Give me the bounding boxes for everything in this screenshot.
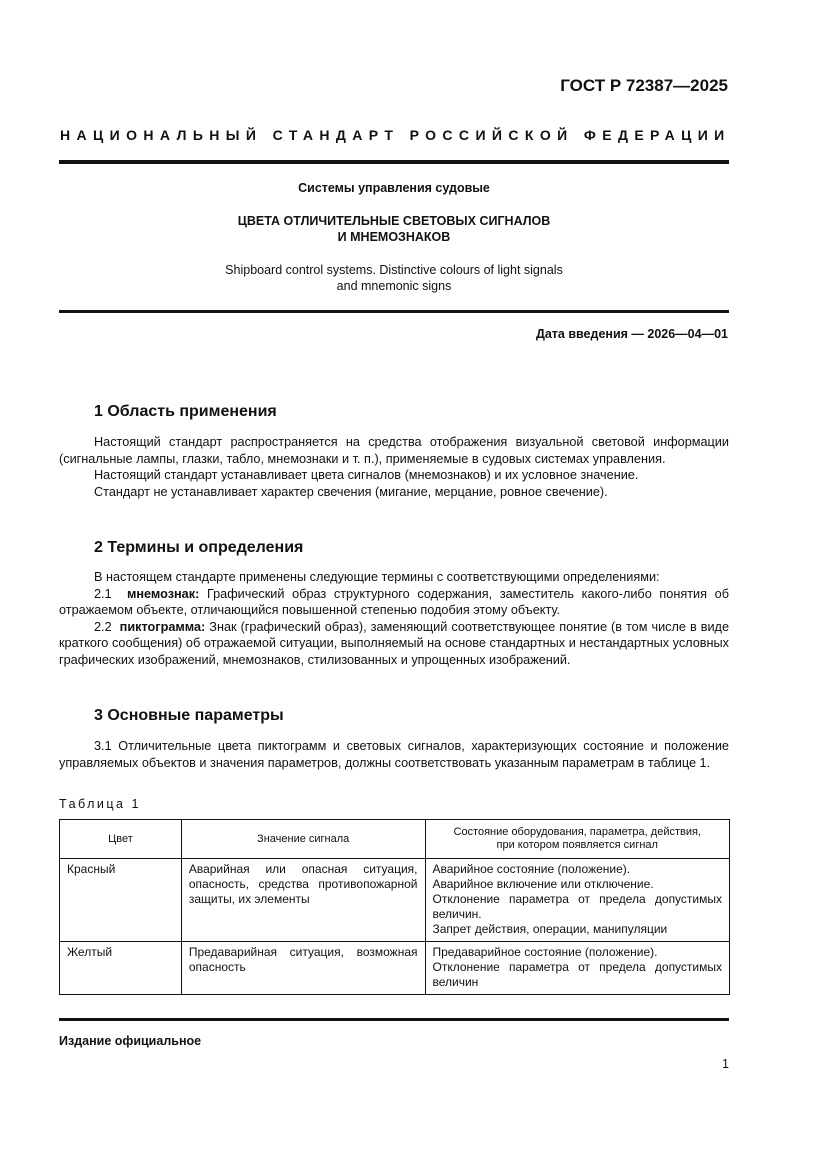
- section-1-paragraph: Настоящий стандарт распространяется на средства отображения визуальной световой информации (сигнальные лампы, глазки, табло, мнемознаки и т. п.), применяемые в судовых системах управления.: [59, 435, 729, 466]
- english-title: [59, 262, 729, 294]
- english-title-line-1: Shipboard control systems. Distinctive colours of light signals: [225, 263, 563, 277]
- signal-colors-table: [59, 819, 730, 995]
- page-number: 1: [722, 1057, 729, 1071]
- gost-number: ГОСТ Р 72387—2025: [560, 76, 728, 95]
- section-2-body: [59, 569, 729, 669]
- term-definition-2: 2.2 пиктограмма: Знак (графический образ), заменяющий соответствующее понятие (в том числе в виде краткого сообщения) об отражаемой ситуации, выполняемый на основе стандартных и нестандартных условных графических изображений, мнемознаков, стилизованных и упрощенных изображений.: [59, 619, 729, 667]
- cell-meaning: Предаварийная ситуация, возможная опасность: [181, 942, 425, 995]
- cell-state: Аварийное состояние (положение). Аварийное включение или отключение. Отклонение параметра от предела допустимых величин. Запрет действия, операции, манипуляции: [425, 859, 730, 942]
- national-standard-banner: НАЦИОНАЛЬНЫЙ СТАНДАРТ РОССИЙСКОЙ ФЕДЕРАЦИИ: [60, 127, 731, 143]
- section-1-paragraph: Настоящий стандарт устанавливает цвета сигналов (мнемознаков) и их условное значение.: [94, 468, 639, 483]
- term-pictogram: пиктограмма:: [119, 619, 206, 634]
- section-3-body: [59, 738, 729, 771]
- section-1-paragraph: Стандарт не устанавливает характер свечения (мигание, мерцание, ровное свечение).: [94, 484, 608, 499]
- footer-divider: [59, 1018, 729, 1021]
- cell-meaning: Аварийная или опасная ситуация, опасность, средства противопожарной защиты, их элементы: [181, 859, 425, 942]
- table-row: [60, 859, 730, 942]
- header-signal-meaning: Значение сигнала: [181, 820, 425, 859]
- table-header-row: [60, 820, 730, 859]
- cell-state: Предаварийное состояние (положение). Отклонение параметра от предела допустимых величин: [425, 942, 730, 995]
- section-2-paragraph: В настоящем стандарте применены следующие термины с соответствующими определениями:: [94, 570, 660, 584]
- table-row: [60, 942, 730, 995]
- section-2-heading: 2 Термины и определения: [94, 539, 304, 556]
- term-mnemosign: мнемознак:: [126, 586, 200, 601]
- header-divider: [59, 160, 729, 164]
- title-line-2: И МНЕМОЗНАКОВ: [337, 230, 451, 244]
- header-color: Цвет: [60, 820, 182, 859]
- document-title: [59, 213, 729, 245]
- header-equipment-state: Состояние оборудования, параметра, действия, при котором появляется сигнал: [425, 820, 730, 859]
- table-caption: Таблица 1: [59, 797, 141, 811]
- section-1-body: [59, 434, 729, 500]
- section-3-paragraph: 3.1 Отличительные цвета пиктограмм и световых сигналов, характеризующих состояние и положение управляемых объектов и значения параметров, должны соответствовать указанным параметрам в таблице 1.: [59, 739, 729, 770]
- term-definition-1: 2.1 мнемознак: Графический образ структурного содержания, заместитель какого-либо понятия об отражаемом объекте, отличающийся повышенной степенью подобия этому объекту.: [59, 586, 729, 618]
- title-line-1: ЦВЕТА ОТЛИЧИТЕЛЬНЫЕ СВЕТОВЫХ СИГНАЛОВ: [237, 214, 551, 228]
- section-3-heading: 3 Основные параметры: [94, 707, 284, 724]
- intro-date: Дата введения — 2026—04—01: [535, 327, 728, 341]
- cell-color: Желтый: [60, 942, 182, 995]
- section-1-heading: 1 Область применения: [94, 403, 277, 420]
- document-subtitle: Системы управления судовые: [298, 181, 490, 195]
- official-edition-label: Издание официальное: [59, 1034, 202, 1048]
- title-divider: [59, 310, 729, 313]
- cell-color: Красный: [60, 859, 182, 942]
- english-title-line-2: and mnemonic signs: [336, 279, 452, 293]
